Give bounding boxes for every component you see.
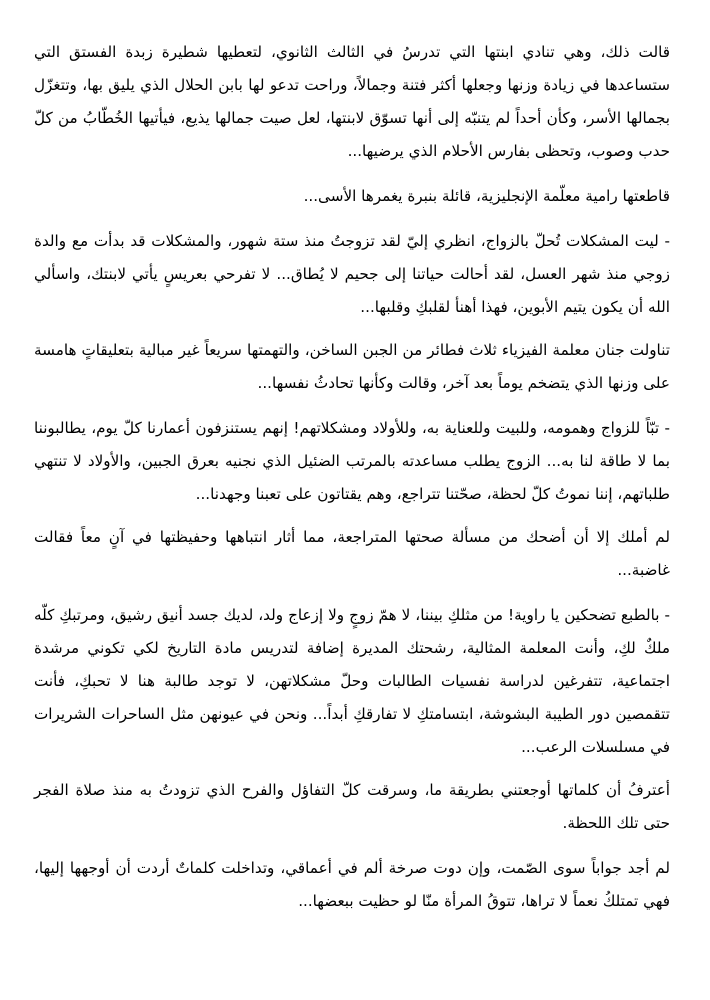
paragraph-9: لم أجد جواباً سوى الصّمت، وإن دوت صرخة ألم في أعماقي، وتداخلت كلماتٌ أردت أن أوجهها إليها، فهي تمتلكُ نعماً لا تراها، تتوقُ المرأة منّا لو حظيت ببعضها... bbox=[34, 859, 670, 910]
paragraph-5: - تبّاً للزواج وهمومه، وللبيت وللعناية به، وللأولاد ومشكلاتهم! إنهم يستنزفون أعمارنا كلّ يوم، يطالبوننا بما لا طاقة لنا به... الزوج يطلب مساعدته بالمرتب الضئيل الذي نجنيه بعرق الجبين، والأولاد لا تنتهي طلباتهم، إننا نموتُ كلّ لحظة، صحّتنا تتراجع، وهم يقتاتون على تعبنا وجهدنا... bbox=[34, 419, 670, 503]
paragraph-1: قالت ذلك، وهي تنادي ابنتها التي تدرسُ في الثالث الثانوي، لتعطيها شطيرة زبدة الفستق التي ستساعدها في زيادة وزنها وجعلها أكثر فتنة وجمالاً، وراحت تدعو لها بابن الحلال الذي يليق بها، وتتغزّل بجمالها الأسر، وكأن أحداً لم يتنبّه إلى أنها تسوّق لابنتها، لعل صيت جمالها يذيع، فيأتيها الخُطّابُ من كلّ حدب وصوب، وتحظى بفارس الأحلام الذي يرضيها... bbox=[34, 43, 670, 160]
paragraph-4: تناولت جنان معلمة الفيزياء ثلاث فطائر من الجبن الساخن، والتهمتها سريعاً غير مبالية بتعليقاتٍ هامسة على وزنها الذي يتضخم يوماً بعد آخر، وقالت وكأنها تحادثُ نفسها... bbox=[34, 341, 670, 392]
paragraph-8: أعترفُ أن كلماتها أوجعتني بطريقة ما، وسرقت كلّ التفاؤل والفرح الذي تزودتُ به منذ صلاة الفجر حتى تلك اللحظة. bbox=[34, 781, 670, 832]
paragraph-3: - ليت المشكلات تُحلّ بالزواج، انظري إليّ لقد تزوجتُ منذ ستة شهور، والمشكلات قد بدأت مع والدة زوجي منذ شهر العسل، لقد أحالت حياتنا إلى جحيم لا يُطاق... لا تفرحي بعريسٍ يأتي لابنتك، واسألي الله أن يكون يتيم الأبوين، فهذا أهنأ لقلبكِ وقلبها... bbox=[34, 232, 670, 316]
paragraph-2: قاطعتها رامية معلّمة الإنجليزية، قائلة بنبرة يغمرها الأسى... bbox=[303, 187, 670, 205]
paragraph-6: لم أملك إلا أن أضحك من مسألة صحتها المتراجعة، مما أثار انتباهها وحفيظتها في آنٍ معاً فقالت غاضبة... bbox=[34, 528, 670, 579]
paragraph-7: - بالطبع تضحكين يا راوية! من مثلكِ بيننا، لا همّ زوجٍ ولا إزعاج ولد، لديك جسد أنيق رشيق، ومرتبكِ كلّه ملكٌ لكِ، وأنت المعلمة المثالية، رشحتك المديرة إضافة لتدريس مادة التاريخ لكي تكوني مرشدة اجتماعية، تتفرغين لدراسة نفسيات الطالبات وحلّ مشكلاتهن، لا توجد طالبة هنا لا تحبكِ، فأنت تتقمصين دور الطيبة البشوشة، ابتسامتكِ لا تفارقكِ أبداً... ونحن في عيونهن مثل الساحرات الشريرات في مسلسلات الرعب... bbox=[34, 606, 670, 756]
